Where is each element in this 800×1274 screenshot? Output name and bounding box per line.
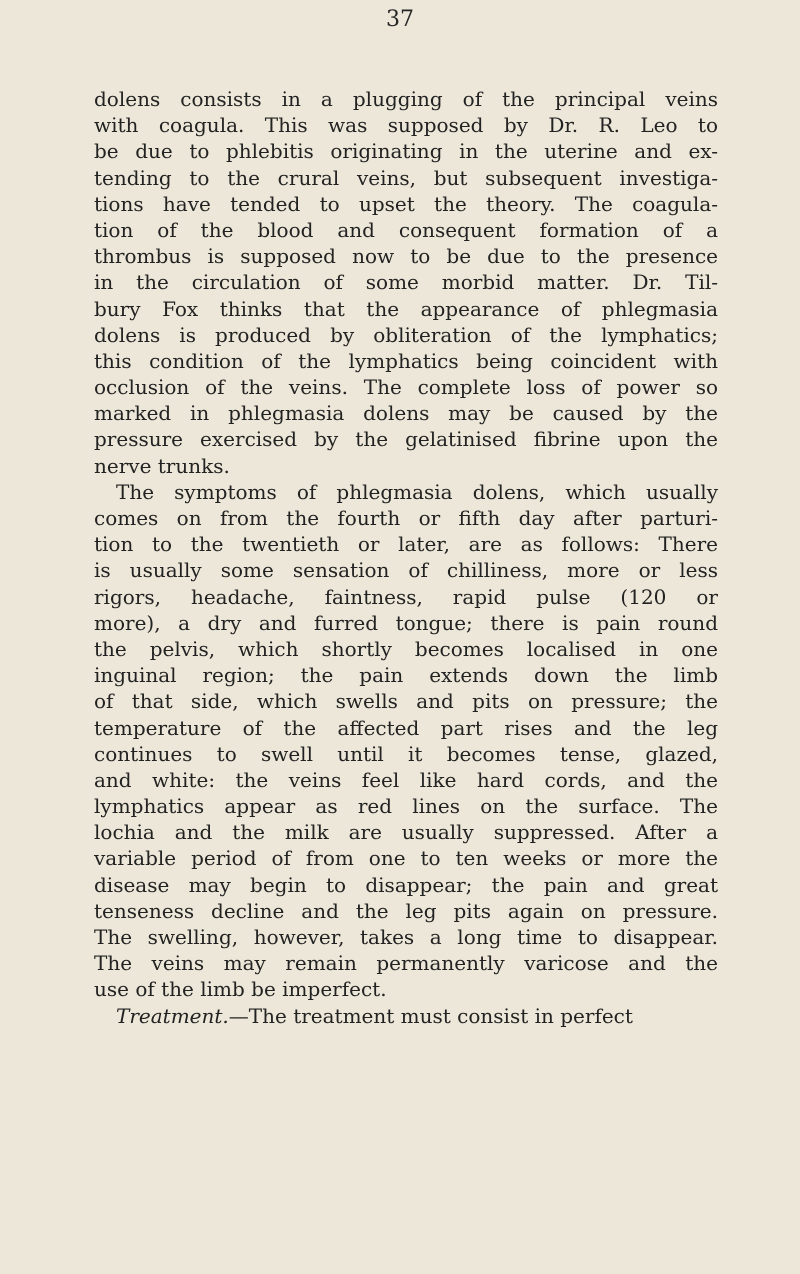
page-number: 37 <box>386 7 414 32</box>
paragraph-start-line: The symptoms of phlegmasia dolens, which usually <box>116 479 718 504</box>
text-line: tenseness decline and the leg pits again on pressure. <box>94 898 718 923</box>
body-text <box>94 86 718 1029</box>
treatment-heading: Treatment. <box>116 1003 229 1028</box>
text-line: temperature of the affected part rises and the leg <box>94 715 718 740</box>
text-line: thrombus is supposed now to be due to the presence <box>94 244 718 269</box>
text-line: tion of the blood and consequent formation of a <box>94 217 718 242</box>
text-line: and white: the veins feel like hard cords, and the <box>94 767 718 792</box>
text-line: with coagula. This was supposed by Dr. R. Leo to <box>94 113 718 138</box>
text-line: nerve trunks. <box>94 453 230 478</box>
text-line: tions have tended to upset the theory. The coagula- <box>94 191 718 216</box>
text-line: occlusion of the veins. The complete loss of power so <box>94 375 718 400</box>
text-line: more), a dry and furred tongue; there is pain round <box>94 610 718 635</box>
text-line: rigors, headache, faintness, rapid pulse (120 or <box>94 584 718 609</box>
text-line: pressure exercised by the gelatinised fibrine upon the <box>94 427 718 452</box>
text-line: is usually some sensation of chilliness, more or less <box>94 558 718 583</box>
text-line: this condition of the lymphatics being coincident with <box>94 348 718 373</box>
treatment-text: —The treatment must consist in perfect <box>228 1003 633 1028</box>
text-line: continues to swell until it becomes tense, glazed, <box>94 741 718 766</box>
text-line: The veins may remain permanently varicose and the <box>94 951 718 976</box>
text-line: in the circulation of some morbid matter. Dr. Til- <box>94 270 718 295</box>
treatment-line <box>94 1003 718 1029</box>
text-line: marked in phlegmasia dolens may be caused by the <box>94 401 718 426</box>
text-line: lymphatics appear as red lines on the surface. The <box>94 794 718 819</box>
text-line: use of the limb be imperfect. <box>94 977 387 1002</box>
text-line: tion to the twentieth or later, are as follows: There <box>94 532 718 557</box>
text-line: the pelvis, which shortly becomes localised in one <box>94 636 718 661</box>
text-line: comes on from the fourth or fifth day after parturi- <box>94 506 718 530</box>
text-line: lochia and the milk are usually suppressed. After a <box>94 820 718 845</box>
text-line: dolens is produced by obliteration of the lymphatics; <box>94 322 718 347</box>
text-line: inguinal region; the pain extends down the limb <box>94 663 718 688</box>
text-line: of that side, which swells and pits on pressure; the <box>94 689 718 714</box>
text-line: dolens consists in a plugging of the principal veins <box>94 87 718 111</box>
text-line: bury Fox thinks that the appearance of phlegmasia <box>94 296 718 321</box>
text-line: tending to the crural veins, but subsequent investiga- <box>94 165 718 190</box>
text-line: variable period of from one to ten weeks or more the <box>94 846 718 871</box>
text-line: disease may begin to disappear; the pain and great <box>94 872 718 897</box>
text-line: be due to phlebitis originating in the uterine and ex- <box>94 139 718 164</box>
text-line: The swelling, however, takes a long time to disappear. <box>94 925 718 949</box>
